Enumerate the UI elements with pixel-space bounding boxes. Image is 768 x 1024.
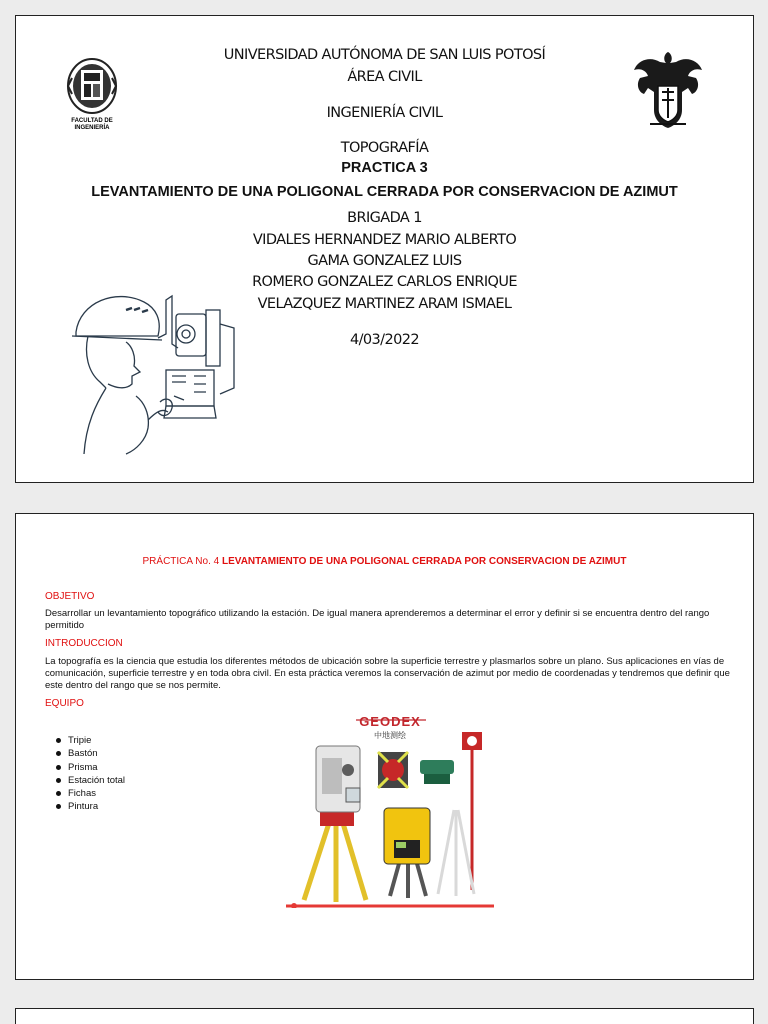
svg-text:INGENIERÍA: INGENIERÍA bbox=[74, 125, 110, 131]
report-title bbox=[16, 556, 753, 567]
report-page bbox=[15, 513, 754, 980]
equipment-heading: EQUIPO bbox=[45, 698, 84, 709]
practice-title: LEVANTAMIENTO DE UNA POLIGONAL CERRADA POR CONSERVACION DE AZIMUT bbox=[91, 184, 678, 200]
list-item: Prisma bbox=[54, 761, 125, 774]
list-item: Estación total bbox=[54, 774, 125, 787]
member-name: VIDALES HERNANDEZ MARIO ALBERTO bbox=[252, 232, 517, 248]
list-item: Pintura bbox=[54, 800, 125, 813]
area-name: ÁREA CIVIL bbox=[347, 69, 422, 85]
equipment-list bbox=[54, 734, 125, 814]
cover-page bbox=[15, 15, 754, 483]
introduction-heading: INTRODUCCION bbox=[45, 638, 123, 649]
svg-text:GEODEX: GEODEX bbox=[359, 714, 421, 729]
svg-text:中地测绘: 中地测绘 bbox=[374, 731, 406, 740]
introduction-text: La topografía es la ciencia que estudia los diferentes métodos de ubicación sobre la superficie terrestre y plasmarlos sobre un plano. Sus aplicaciones en vías de comunicación, superficie terrestre y en toda obra civil. En esta práctica veremos la conservación de azimut por medio de coordenadas y tendremos que definir que este dentro del rango que se nos permite. bbox=[45, 656, 730, 691]
report-date: 4/03/2022 bbox=[350, 332, 419, 348]
practice-number: PRACTICA 3 bbox=[341, 160, 428, 176]
equipment-photo-icon bbox=[286, 710, 494, 908]
brigade-name: BRIGADA 1 bbox=[347, 210, 422, 226]
report-title-main: LEVANTAMIENTO DE UNA POLIGONAL CERRADA POR CONSERVACION DE AZIMUT bbox=[222, 556, 627, 567]
surveyor-illustration-icon bbox=[66, 284, 244, 462]
faculty-seal-icon bbox=[64, 56, 120, 136]
list-item: Tripie bbox=[54, 734, 125, 747]
objective-text: Desarrollar un levantamiento topográfico utilizando la estación. De igual manera aprenderemos a determinar el error y definir si se encuentra dentro del rango permitido bbox=[45, 608, 710, 631]
university-name: UNIVERSIDAD AUTÓNOMA DE SAN LUIS POTOSÍ bbox=[223, 47, 546, 63]
member-name: ROMERO GONZALEZ CARLOS ENRIQUE bbox=[252, 274, 517, 290]
svg-text:FACULTAD DE: FACULTAD DE bbox=[71, 118, 113, 124]
next-page bbox=[15, 1008, 754, 1024]
member-name: GAMA GONZALEZ LUIS bbox=[307, 253, 462, 269]
list-item: Bastón bbox=[54, 747, 125, 760]
list-item: Fichas bbox=[54, 787, 125, 800]
objective-heading: OBJETIVO bbox=[45, 591, 95, 602]
report-title-prefix: PRÁCTICA No. 4 bbox=[142, 556, 220, 567]
career-name: INGENIERÍA CIVIL bbox=[326, 105, 443, 121]
member-name: VELAZQUEZ MARTINEZ ARAM ISMAEL bbox=[257, 296, 512, 312]
subject-name: TOPOGRAFÍA bbox=[340, 140, 429, 156]
